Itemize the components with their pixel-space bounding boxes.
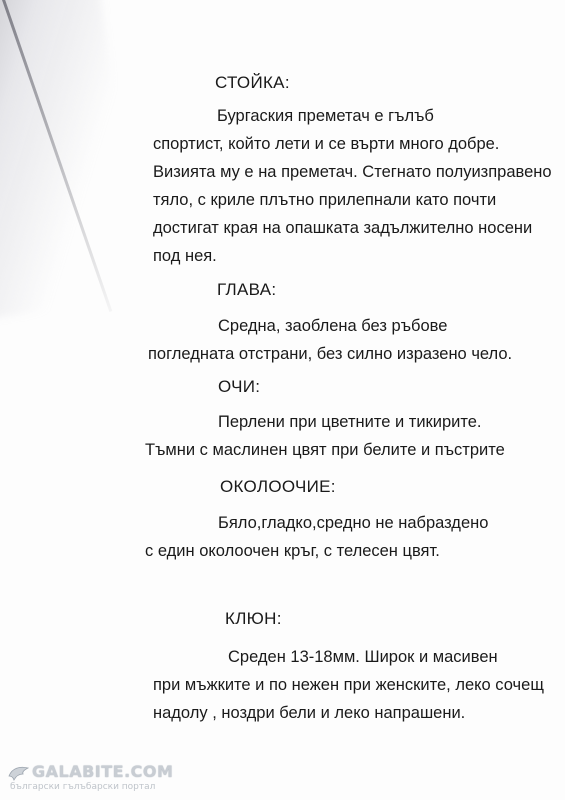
text-line: Бяло,гладко,средно не набраздено [218, 514, 489, 532]
section-body-eyes [145, 408, 505, 464]
section-body-head [148, 312, 512, 368]
text-line: с един околоочен кръг, с телесен цвят. [145, 542, 440, 560]
text-line: достигат края на опашката задължително носени [153, 219, 533, 237]
text-line: Средна, заоблена без ръбове [218, 317, 448, 335]
text-line: под нея. [153, 247, 217, 265]
text-line: спортист, който лети и се върти много добре. [153, 135, 500, 153]
text-line: надолу , ноздри бели и леко напрашени. [153, 704, 466, 722]
pigeon-logo-icon [6, 762, 32, 784]
section-body-beak [153, 643, 544, 727]
section-heading-stance: СТОЙКА: [215, 73, 290, 92]
text-line: Визията му е на преметач. Стегнато полуизправено [153, 163, 552, 181]
watermark-subtitle: български гълъбарски портал [10, 782, 156, 792]
text-line: погледната отстрани, без силно изразено чело. [148, 345, 513, 363]
section-body-stance [153, 102, 552, 270]
text-line: тяло, с криле плътно прилепнали като почти [153, 191, 497, 209]
section-heading-eye-cere: ОКОЛООЧИЕ: [220, 477, 336, 496]
watermark-name: GALABITE.COM [32, 762, 174, 781]
site-watermark [6, 760, 176, 798]
section-heading-beak: КЛЮН: [225, 609, 282, 628]
section-heading-head: ГЛАВА: [217, 280, 277, 299]
section-body-eye-cere [145, 509, 488, 565]
text-line: Перлени при цветните и тикирите. [218, 413, 482, 431]
section-heading-eyes: ОЧИ: [218, 377, 261, 396]
text-line: Среден 13-18мм. Широк и масивен [228, 648, 498, 666]
text-line: Тъмни с маслинен цвят при белите и пъстрите [145, 441, 505, 459]
text-line: при мъжките и по нежен при женските, леко сочещ [153, 676, 544, 694]
text-line: Бургаския преметач е гълъб [217, 107, 434, 125]
